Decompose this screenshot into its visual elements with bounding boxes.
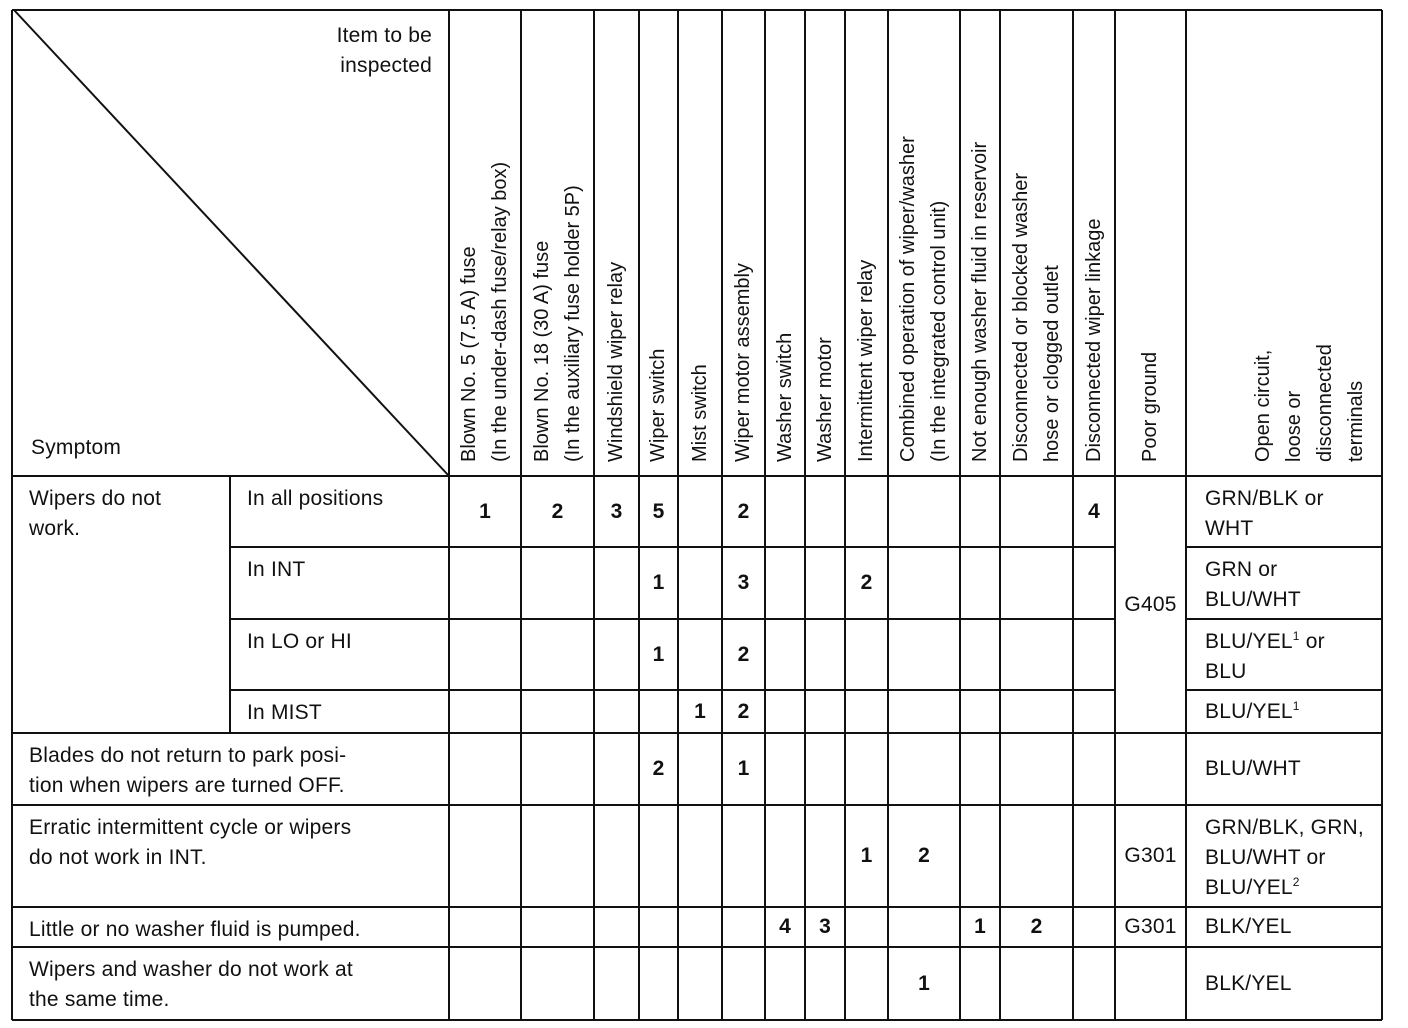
column-header: Open circuit, loose or disconnected terminals [1252, 344, 1367, 462]
priority-value: 1 [860, 844, 873, 867]
priority-value: 4 [779, 915, 791, 938]
symptom-text: Little or no washer fluid is pumped. [29, 918, 361, 941]
priority-value: 2 [918, 844, 930, 867]
wire-value: GRN/BLK, GRN, BLU/WHT or BLU/YEL$^2$ [1205, 816, 1364, 899]
column-header: Combined operation of wiper/washer (In the integrated control unit) [897, 136, 950, 462]
wire-value: BLK/YEL [1205, 971, 1292, 995]
column-header: Poor ground [1139, 351, 1161, 462]
ground-value: G405 [1124, 592, 1177, 616]
symptom-text: Wipers do not work. [29, 487, 162, 540]
grid-line [12, 732, 1382, 734]
priority-value: 1 [652, 571, 665, 594]
grid-line [12, 1019, 1382, 1021]
priority-value: 4 [1088, 499, 1100, 523]
symptom-label: Symptom [31, 436, 122, 459]
column-header: Disconnected wiper linkage [1082, 218, 1105, 462]
ground-value: G301 [1124, 915, 1177, 938]
grid-line [638, 10, 640, 1020]
column-header: Blown No. 5 (7.5 A) fuse (In the under-dash fuse/relay box) [458, 161, 511, 462]
grid-line [593, 10, 595, 1020]
wire-value: BLU/YEL$^1$ or BLU [1205, 629, 1325, 683]
grid-line [1186, 618, 1382, 620]
priority-value: 1 [918, 971, 930, 995]
column-header: Wiper switch [647, 348, 669, 462]
grid-line [230, 689, 1115, 691]
grid-line [959, 10, 961, 1020]
priority-value: 3 [610, 499, 623, 523]
column-header: Washer motor [813, 337, 836, 462]
sub-symptom-text: In LO or HI [247, 630, 352, 653]
grid-line [1186, 546, 1382, 548]
wire-value: GRN or BLU/WHT [1205, 558, 1301, 611]
column-header: Wiper motor assembly [732, 263, 754, 462]
grid-line [230, 546, 1115, 548]
grid-line [887, 10, 889, 1020]
priority-value: 2 [737, 642, 750, 666]
grid-line [721, 10, 723, 1020]
wire-value: BLU/YEL$^1$ [1205, 698, 1300, 723]
priority-value: 2 [652, 757, 665, 780]
priority-value: 1 [479, 499, 491, 523]
grid-line [844, 10, 846, 1020]
grid-line [999, 10, 1001, 1020]
grid-line [12, 906, 1382, 908]
priority-value: 2 [551, 499, 564, 523]
column-header: Not enough washer fluid in reservoir [968, 141, 991, 462]
grid-line [12, 9, 1382, 11]
grid-line [677, 10, 679, 1020]
grid-line [764, 10, 766, 1020]
symptom-text: Wipers and washer do not work at the same time. [29, 958, 353, 1011]
ground-value: G301 [1124, 844, 1177, 867]
wire-value: BLU/WHT [1205, 757, 1301, 780]
grid-line [230, 618, 1115, 620]
grid-line [804, 10, 806, 1020]
priority-value: 2 [1030, 915, 1043, 938]
item-to-be-inspected-label: Item to be inspected [336, 24, 432, 77]
symptom-text: Erratic intermittent cycle or wipers do not work in INT. [29, 816, 352, 869]
priority-value: 1 [737, 757, 750, 780]
grid-line [12, 475, 1382, 477]
grid-line [1186, 689, 1382, 691]
symptom-text: Blades do not return to park posi- tion when wipers are turned OFF. [29, 744, 347, 797]
grid-line [12, 946, 1382, 948]
wire-value: GRN/BLK or WHT [1205, 487, 1324, 540]
wire-value: BLK/YEL [1205, 915, 1292, 938]
column-header: Blown No. 18 (30 A) fuse (In the auxiliary fuse holder 5P) [530, 185, 584, 462]
priority-value: 2 [737, 699, 750, 723]
sub-symptom-text: In INT [247, 558, 306, 581]
priority-value: 5 [652, 499, 665, 523]
column-header: Disconnected or blocked washer hose or clogged outlet [1009, 172, 1063, 462]
grid-line [11, 10, 13, 1020]
priority-value: 1 [974, 915, 986, 938]
grid-line [12, 804, 1382, 806]
priority-value: 3 [737, 571, 750, 594]
priority-value: 2 [737, 499, 750, 523]
sub-symptom-text: In MIST [247, 701, 322, 724]
column-header: Washer switch [773, 332, 796, 462]
priority-value: 2 [860, 571, 873, 594]
sub-symptom-text: In all positions [247, 487, 384, 510]
column-header: Windshield wiper relay [605, 261, 627, 462]
column-header: Intermittent wiper relay [855, 259, 877, 462]
grid-line [520, 10, 522, 1020]
priority-value: 1 [694, 699, 706, 723]
priority-value: 1 [652, 642, 665, 666]
column-header: Mist switch [688, 364, 711, 462]
priority-value: 3 [819, 915, 831, 938]
grid-line [1072, 10, 1074, 1020]
